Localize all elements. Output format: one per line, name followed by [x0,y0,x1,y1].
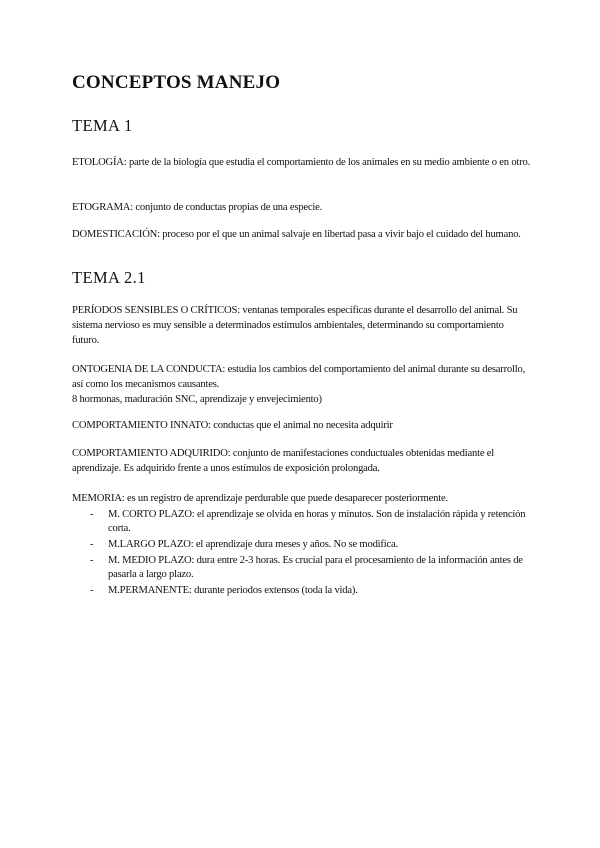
list-item-text: M. MEDIO PLAZO: dura entre 2-3 horas. Es crucial para el procesamiento de la información antes de pasarla a largo plazo. [108,555,523,580]
definition-term: COMPORTAMIENTO INNATO: [72,420,211,431]
definition-term: MEMORIA: [72,493,125,504]
list-item-text: M.LARGO PLAZO: el aprendizaje dura meses y años. No se modifica. [108,539,398,550]
definition-text: parte de la biología que estudia el comportamiento de los animales en su medio ambiente o en otro. [126,157,531,168]
list-item [72,554,532,582]
section-heading-tema-1: TEMA 1 [72,116,133,135]
definition-etologia [72,155,532,170]
definition-text: conjunto de manifestaciones conductuales obtenidas mediante el aprendizaje. Es adquirido frente a unos estímulos de exposición prolongada. [72,448,495,474]
definition-domesticacion [72,227,532,242]
definition-term: PERÍODOS SENSIBLES O CRÍTICOS: [72,305,240,316]
list-item [72,584,532,598]
definition-comportamiento-innato [72,418,532,433]
document-title: CONCEPTOS MANEJO [72,72,281,93]
definition-term: DOMESTICACIÓN: [72,229,160,240]
definition-text: es un registro de aprendizaje perdurable que puede desaparecer posteriormente. [124,493,448,504]
definition-comportamiento-adquirido [72,446,532,476]
definition-term: ETOLOGÍA: [72,157,127,168]
definition-extra: 8 hormonas, maduración SNC, aprendizaje y envejecimiento) [72,394,322,405]
list-item-text: M. CORTO PLAZO: el aprendizaje se olvida en horas y minutos. Son de instalación rápida y retención corta. [108,509,526,534]
list-item-text: M.PERMANENTE: durante periodos extensos (toda la vida). [108,585,358,596]
list-item [72,508,532,536]
definition-term: COMPORTAMIENTO ADQUIRIDO: [72,448,231,459]
dash-bullet: - [90,509,94,520]
definition-text: ventanas temporales específicas durante el desarrollo del animal. Su sistema nervioso es muy sensible a determinados estímulos ambientales, determinando su comportamiento futuro. [72,305,518,346]
list-item [72,538,532,552]
definition-term: ONTOGENIA DE LA CONDUCTA: [72,364,226,375]
definition-text: conjunto de conductas propias de una especie. [132,202,323,213]
definition-text: conductas que el animal no necesita adquirir [210,420,393,431]
definition-term: ETOGRAMA: [72,202,133,213]
definition-ontogenia [72,362,532,407]
definition-text: estudia los cambios del comportamiento del animal durante su desarrollo, así como los mecanismos causantes. [72,364,526,390]
dash-bullet: - [90,539,94,550]
definition-text: proceso por el que un animal salvaje en libertad pasa a vivir bajo el cuidado del humano. [159,229,521,240]
definition-periodos-sensibles [72,303,532,348]
dash-bullet: - [90,555,94,566]
definition-etograma [72,200,532,215]
memoria-types-list [72,508,532,600]
definition-memoria [72,491,532,506]
dash-bullet: - [90,585,94,596]
section-heading-tema-2-1: TEMA 2.1 [72,268,146,287]
